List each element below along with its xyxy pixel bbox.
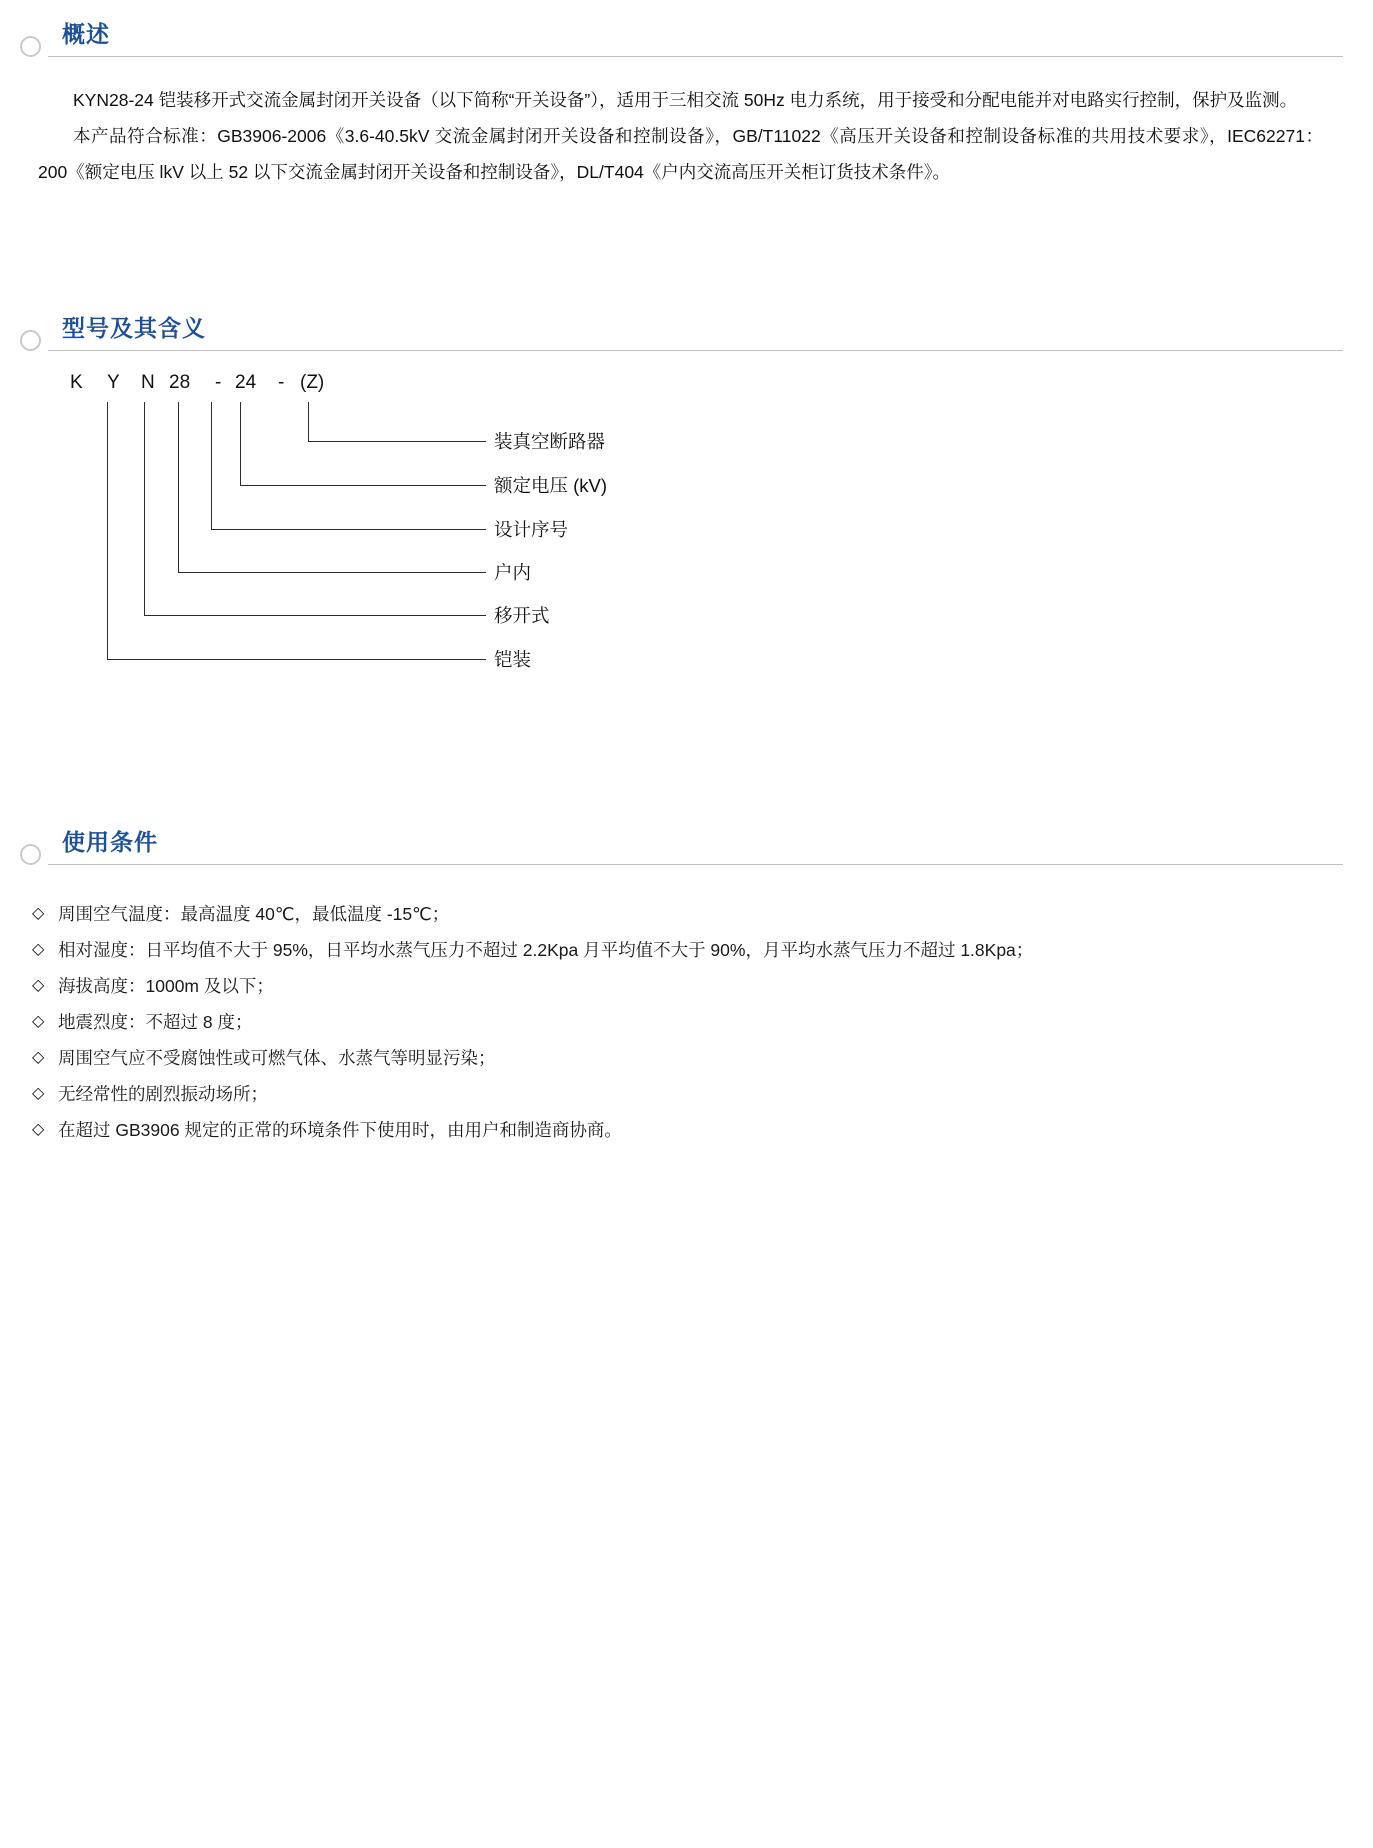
list-item-label: 周围空气温度：最高温度 40℃，最低温度 -15℃； — [58, 904, 450, 924]
ring-bullet-icon — [20, 36, 41, 57]
code-char-n: N — [141, 372, 155, 393]
diamond-bullet-icon: ◇ — [32, 1013, 45, 1030]
overview-heading — [20, 14, 1353, 60]
list-item — [28, 1076, 1333, 1112]
code-number-24: 24 — [235, 372, 257, 393]
list-item-label: 周围空气应不受腐蚀性或可燃气体、水蒸气等明显污染； — [58, 1048, 496, 1068]
list-item — [28, 1004, 1333, 1040]
leader-label-6: 铠装 — [494, 649, 532, 670]
code-dash-1: - — [215, 372, 222, 393]
leader-label-2: 额定电压 (kV) — [494, 475, 608, 496]
leader-label-5: 移开式 — [494, 605, 550, 626]
list-item-label: 无经常性的剧烈振动场所； — [58, 1084, 268, 1104]
code-dash-2: - — [278, 372, 285, 393]
heading-divider — [48, 350, 1343, 351]
overview-heading-label: 概述 — [62, 21, 110, 47]
list-item — [28, 1112, 1333, 1148]
leader-line-6 — [107, 402, 486, 660]
model-designation-section — [20, 308, 1353, 702]
model-code-diagram — [20, 372, 1353, 702]
overview-section — [20, 0, 1353, 190]
usage-conditions-list — [20, 896, 1353, 1148]
diamond-bullet-icon: ◇ — [32, 1085, 45, 1102]
diamond-bullet-icon: ◇ — [32, 941, 45, 958]
code-char-k: K — [70, 372, 83, 393]
leader-label-4: 户内 — [494, 562, 532, 583]
diamond-bullet-icon: ◇ — [32, 1121, 45, 1138]
list-item — [28, 968, 1333, 1004]
usage-heading-label: 使用条件 — [62, 829, 158, 855]
heading-divider — [48, 56, 1343, 57]
code-char-y: Y — [107, 372, 120, 393]
leader-label-1: 装真空断路器 — [494, 431, 606, 452]
model-heading-label: 型号及其含义 — [62, 315, 206, 341]
usage-conditions-section — [20, 822, 1353, 1148]
list-item — [28, 1040, 1333, 1076]
overview-paragraph-2: 本产品符合标准：GB3906-2006《3.6-40.5kV 交流金属封闭开关设备和控制设备》，GB/T11022《高压开关设备和控制设备标准的共用技术要求》，IEC62271：200《额定电压 lkV 以上 52 以下交流金属封闭开关设备和控制设备》，DL/T404《户内交流高压开关柜订货技术条件》。 — [38, 126, 1323, 182]
list-item-label: 海拔高度：1000m 及以下； — [58, 976, 274, 996]
leader-label-3: 设计序号 — [494, 519, 569, 540]
usage-heading — [20, 822, 1353, 868]
list-item-label: 地震烈度：不超过 8 度； — [58, 1012, 253, 1032]
list-item-label: 在超过 GB3906 规定的正常的环境条件下使用时，由用户和制造商协商。 — [58, 1120, 622, 1140]
overview-body — [20, 82, 1353, 190]
ring-bullet-icon — [20, 330, 41, 351]
code-suffix-z: (Z) — [300, 372, 325, 393]
code-number-28: 28 — [169, 372, 191, 393]
list-item-label: 相对湿度：日平均值不大于 95%，日平均水蒸气压力不超过 2.2Kpa 月平均值不大于 90%，月平均水蒸气压力不超过 1.8Kpa； — [58, 940, 1034, 960]
diamond-bullet-icon: ◇ — [32, 977, 45, 994]
overview-paragraph-1: KYN28-24 铠装移开式交流金属封闭开关设备（以下简称“开关设备”），适用于三相交流 50Hz 电力系统，用于接受和分配电能并对电路实行控制，保护及监测。 — [73, 90, 1298, 110]
ring-bullet-icon — [20, 844, 41, 865]
diamond-bullet-icon: ◇ — [32, 905, 45, 922]
model-heading — [20, 308, 1353, 354]
heading-divider — [48, 864, 1343, 865]
list-item — [28, 896, 1333, 932]
diamond-bullet-icon: ◇ — [32, 1049, 45, 1066]
list-item — [28, 932, 1333, 968]
